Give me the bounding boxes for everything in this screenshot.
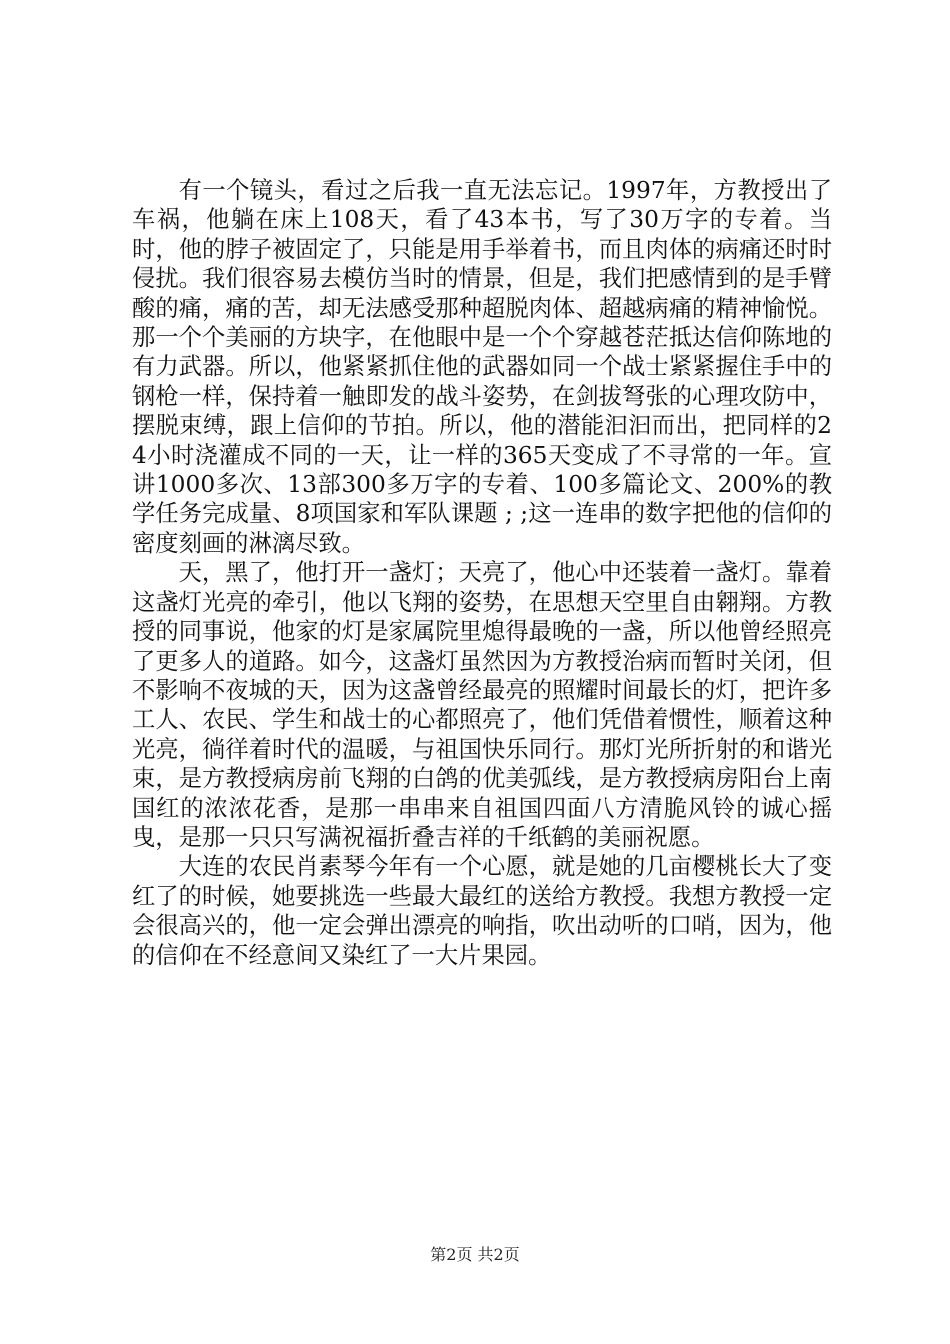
paragraph-3: 大连的农民肖素琴今年有一个心愿，就是她的几亩樱桃长大了变红了的时候，她要挑选一些最大最红的送给方教授。我想方教授一定会很高兴的，他一定会弹出漂亮的响指，吹出动听的口哨，因为，他的信仰在不经意间又染红了一大片果园。 bbox=[132, 853, 832, 969]
page-footer: 第2页 共2页 bbox=[430, 1245, 520, 1264]
body-text bbox=[132, 176, 832, 970]
paragraph-1: 有一个镜头，看过之后我一直无法忘记。1997年，方教授出了车祸，他躺在床上108天，看了43本书，写了30万字的专着。当时，他的脖子被固定了，只能是用手举着书，而且肉体的病痛还时时侵扰。我们很容易去模仿当时的情景，但是，我们把感情到的是手臂酸的痛，痛的苦，却无法感受那种超脱肉体、超越病痛的精神愉悦。那一个个美丽的方块字，在他眼中是一个个穿越苍茫抵达信仰陈地的有力武器。所以，他紧紧抓住他的武器如同一个战士紧紧握住手中的钢枪一样，保持着一触即发的战斗姿势，在剑拔弩张的心理攻防中，摆脱束缚，跟上信仰的节拍。所以，他的潜能汩汩而出，把同样的24小时浇灌成不同的一天，让一样的365天变成了不寻常的一年。宣讲1000多次、13部300多万字的专着、100多篇论文、200%的教学任务完成量、8项国家和军队课题 ; ;这一连串的数字把他的信仰的密度刻画的淋漓尽致。 bbox=[132, 177, 832, 557]
paragraph-2: 天，黑了，他打开一盏灯；天亮了，他心中还装着一盏灯。靠着这盏灯光亮的牵引，他以飞翔的姿势，在思想天空里自由翱翔。方教授的同事说，他家的灯是家属院里熄得最晚的一盏，所以他曾经照亮了更多人的道路。如今，这盏灯虽然因为方教授治病而暂时关闭，但不影响不夜城的天，因为这盏曾经最亮的照耀时间最长的灯，把许多工人、农民、学生和战士的心都照亮了，他们凭借着惯性，顺着这种光亮，徜徉着时代的温暖，与祖国快乐同行。那灯光所折射的和谐光束，是方教授病房前飞翔的白鸽的优美弧线，是方教授病房阳台上南国红的浓浓花香，是那一串串来自祖国四面八方清脆风铃的诚心摇曳，是那一只只写满祝福折叠吉祥的千纸鹤的美丽祝愿。 bbox=[132, 559, 832, 851]
